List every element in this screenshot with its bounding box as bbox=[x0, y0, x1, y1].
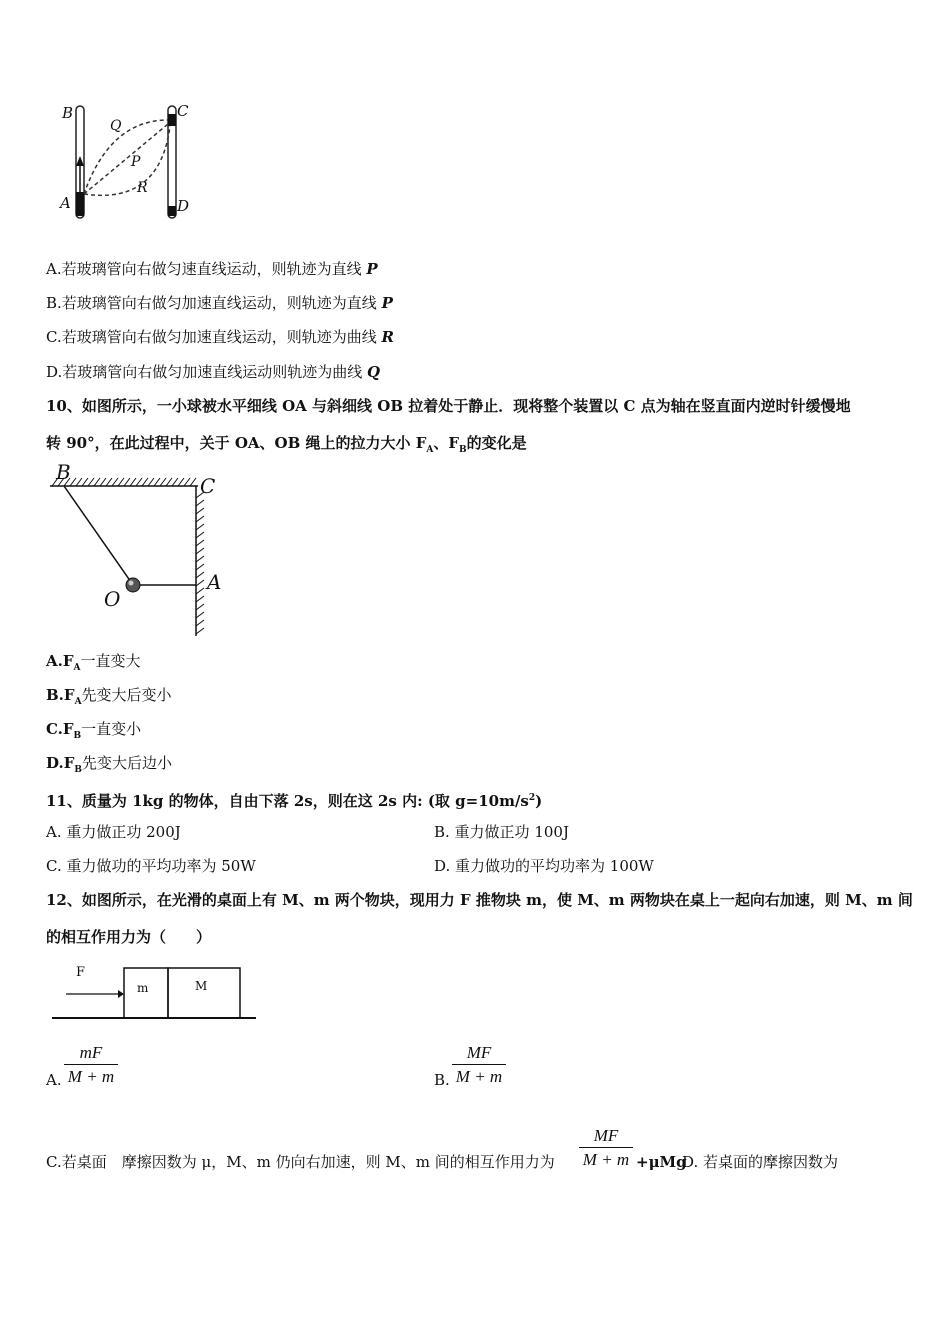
q12-option-b-label: B. bbox=[434, 1071, 450, 1089]
q12-option-d: D. 若桌面的摩擦因数为 bbox=[682, 1153, 839, 1171]
fig1-label-Q: Q bbox=[110, 118, 122, 134]
q11-option-c: C. 重力做功的平均功率为 50W bbox=[46, 857, 256, 875]
q10-sub-b: B bbox=[459, 445, 467, 455]
q10-option-a-pre: A.F bbox=[46, 652, 74, 670]
q12-option-a-fraction bbox=[62, 1043, 120, 1087]
q12-option-b-denominator: M + m bbox=[455, 1067, 503, 1086]
q9-option-d-text: D.若玻璃管向右做匀加速直线运动则轨迹为曲线 bbox=[46, 363, 363, 381]
q10-option-b-pre: B.F bbox=[46, 686, 75, 704]
q10-stem-line2 bbox=[46, 432, 527, 461]
q9-option-d bbox=[46, 361, 380, 383]
q10-option-b bbox=[46, 684, 172, 713]
q10-stem-line1: 10、如图所示，一小球被水平细线 OA 与斜细线 OB 拉着处于静止．现将整个装置以 C 点为轴在竖直面内逆时针缓慢地 bbox=[46, 397, 851, 415]
fig1-label-A: A bbox=[60, 194, 71, 212]
q9-option-b-symbol: P bbox=[381, 294, 393, 312]
fig1-label-D: D bbox=[177, 197, 190, 215]
q12-stem-line2: 的相互作用力为（ ） bbox=[46, 928, 212, 946]
q12-option-b-numerator: MF bbox=[466, 1043, 492, 1062]
fig2-label-B: B bbox=[56, 460, 71, 484]
q9-option-c-text: C.若玻璃管向右做匀加速直线运动，则轨迹为曲线 bbox=[46, 328, 377, 346]
q12-option-a-numerator: mF bbox=[79, 1043, 103, 1062]
q10-option-c-sub: B bbox=[73, 731, 82, 741]
q12-option-b-fraction bbox=[450, 1043, 508, 1087]
q12-option-c-tail: +μMg bbox=[636, 1153, 687, 1171]
q9-option-a-text: A.若玻璃管向右做匀速直线运动，则轨迹为直线 bbox=[46, 260, 362, 278]
q11-stem bbox=[46, 787, 542, 812]
q10-option-c bbox=[46, 718, 141, 747]
q12-stem-line1: 12、如图所示，在光滑的桌面上有 M、m 两个物块，现用力 F 推物块 m，使 M、m 两物块在桌上一起向右加速，则 M、m 间 bbox=[46, 891, 913, 909]
q9-option-c-symbol: R bbox=[381, 328, 394, 346]
q10-option-d-sub: B bbox=[74, 765, 82, 775]
q12-option-a-label: A. bbox=[46, 1071, 62, 1089]
q11-stem-a: 11、质量为 1kg 的物体，自由下落 2s，则在这 2s 内: (取 g=10m/s bbox=[46, 792, 529, 810]
q10-option-a bbox=[46, 650, 141, 679]
q10-option-d-text: 先变大后边小 bbox=[81, 754, 172, 772]
q9-option-b-text: B.若玻璃管向右做匀加速直线运动，则轨迹为直线 bbox=[46, 294, 377, 312]
q12-option-c bbox=[46, 1151, 555, 1173]
fig1-label-B: B bbox=[62, 104, 74, 122]
fig3-label-M: M bbox=[195, 979, 208, 993]
q10-option-b-text: 先变大后变小 bbox=[81, 686, 172, 704]
q9-option-d-symbol: Q bbox=[367, 363, 381, 381]
fig3-label-F: F bbox=[76, 965, 86, 980]
q9-option-b bbox=[46, 292, 393, 314]
q10-option-b-sub: A bbox=[74, 697, 82, 707]
q9-option-a bbox=[46, 258, 378, 280]
fig1-label-P: P bbox=[131, 154, 141, 170]
q10-option-d-pre: D.F bbox=[46, 754, 75, 772]
q10-sub-a: A bbox=[426, 445, 434, 455]
q11-option-b: B. 重力做正功 100J bbox=[434, 823, 569, 841]
fig1-label-R: R bbox=[137, 180, 148, 196]
q10-stem-line2-b: 的变化是 bbox=[466, 434, 527, 452]
fig3-label-m: m bbox=[137, 981, 149, 995]
q10-option-a-text: 一直变大 bbox=[80, 652, 141, 670]
q10-sep: 、F bbox=[433, 434, 460, 452]
q11-option-d: D. 重力做功的平均功率为 100W bbox=[434, 857, 654, 875]
q12-option-a-denominator: M + m bbox=[67, 1067, 115, 1086]
q12-option-c-numerator: MF bbox=[593, 1126, 619, 1145]
fig2-label-A: A bbox=[207, 570, 222, 594]
fig1-label-C: C bbox=[177, 102, 189, 120]
q11-stem-sup: 2 bbox=[528, 793, 536, 803]
fig2-label-C: C bbox=[200, 474, 216, 498]
q10-option-c-pre: C.F bbox=[46, 720, 74, 738]
q9-option-a-symbol: P bbox=[366, 260, 378, 278]
q12-option-c-text: C.若桌面 摩擦因数为 μ，M、m 仍向右加速，则 M、m 间的相互作用力为 bbox=[46, 1153, 555, 1171]
q10-option-c-text: 一直变小 bbox=[81, 720, 142, 738]
q10-option-d bbox=[46, 752, 172, 781]
tube-trajectory-figure bbox=[55, 100, 255, 230]
q10-stem-line2-a: 转 90°，在此过程中，关于 OA、OB 绳上的拉力大小 F bbox=[46, 434, 427, 452]
q11-stem-b: ) bbox=[535, 792, 543, 810]
fig2-label-O: O bbox=[104, 587, 121, 611]
q11-option-a: A. 重力做正功 200J bbox=[46, 823, 181, 841]
q9-option-c bbox=[46, 326, 394, 348]
q10-option-a-sub: A bbox=[73, 663, 81, 673]
q12-option-c-denominator: M + m bbox=[582, 1150, 630, 1169]
q12-option-c-fraction bbox=[577, 1126, 635, 1170]
